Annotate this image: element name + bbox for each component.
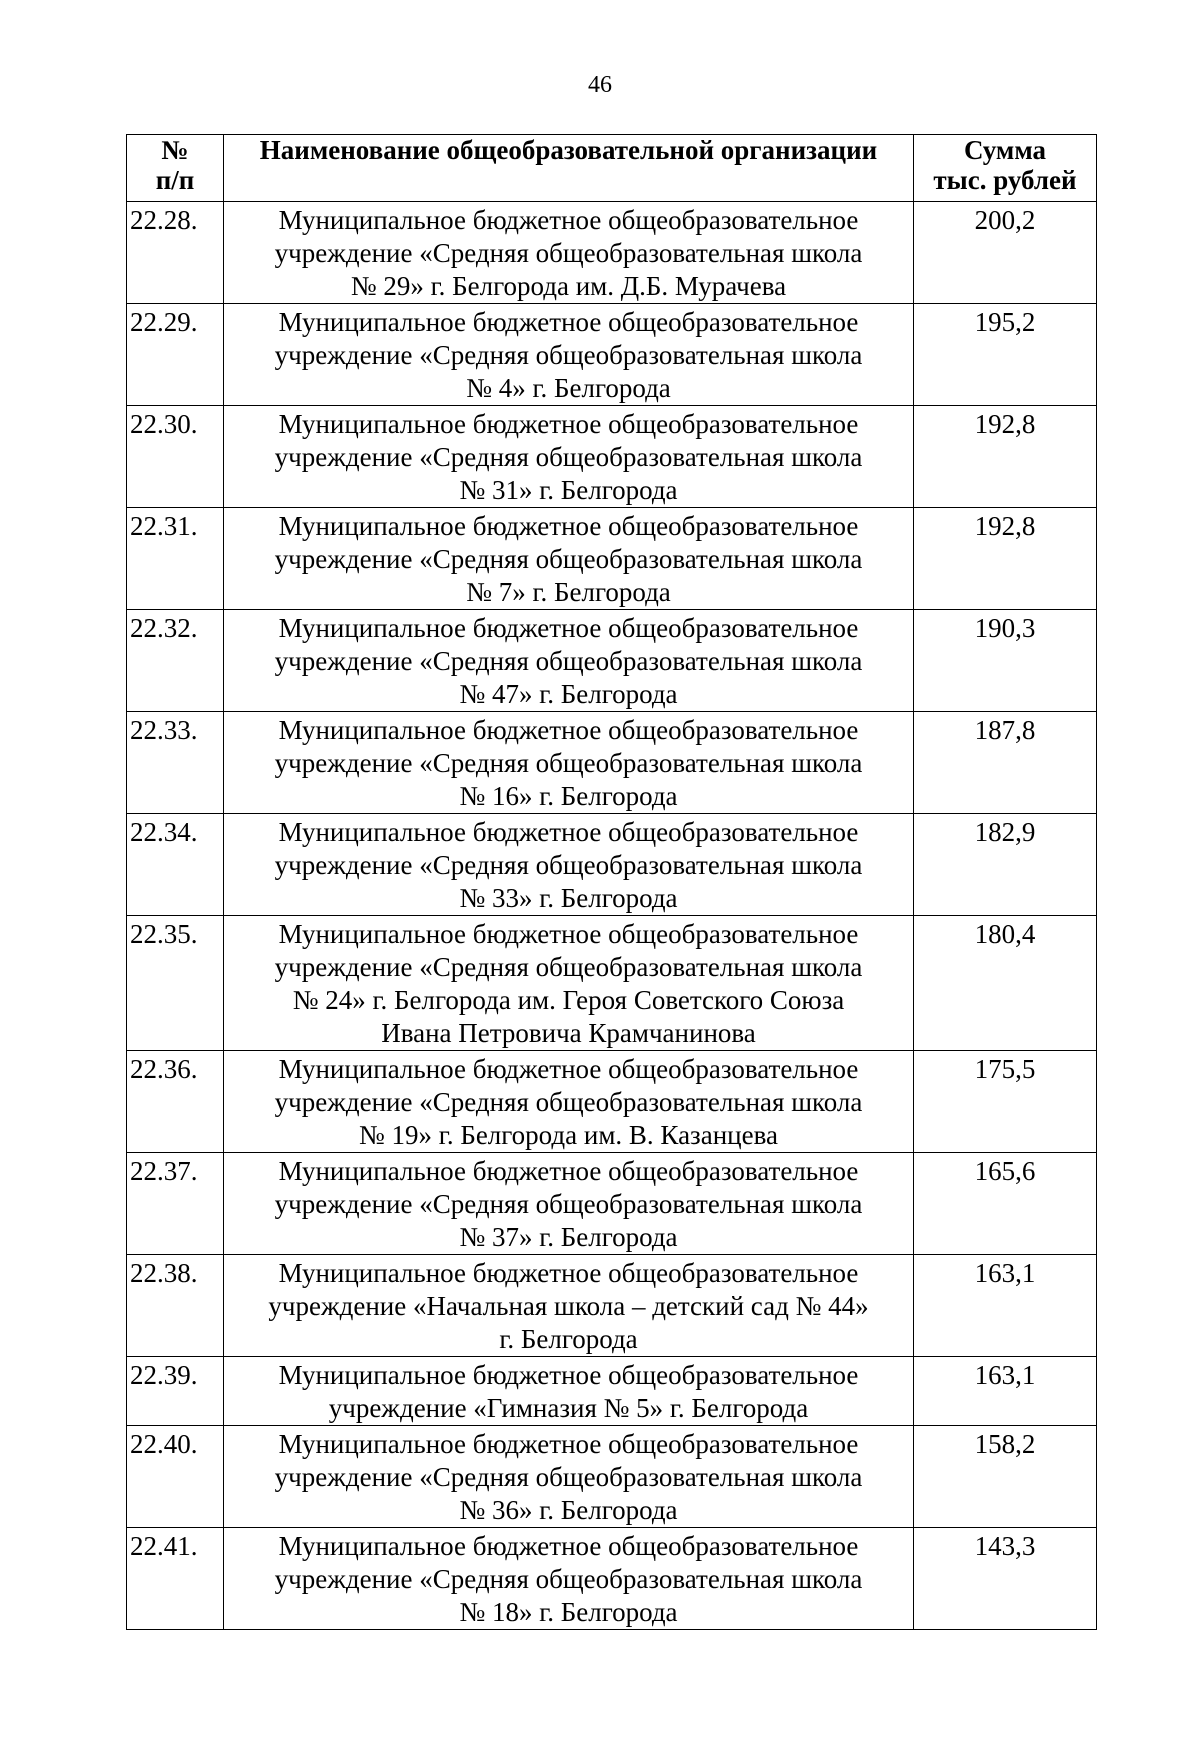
organization-name-cell [224,1528,914,1630]
sum-cell: 187,8 [914,712,1097,814]
row-number-cell: 22.40. [127,1426,224,1528]
row-number-cell: 22.36. [127,1051,224,1153]
organization-name-line: № 37» г. Белгорода [459,1222,678,1252]
row-number-cell: 22.28. [127,202,224,304]
organization-name-line: № 4» г. Белгорода [466,373,671,403]
row-number-cell: 22.41. [127,1528,224,1630]
sum-cell: 180,4 [914,916,1097,1051]
table-row [127,814,1097,916]
organization-name-line: Муниципальное бюджетное общеобразовательное [278,919,859,949]
organization-name-line: учреждение «Средняя общеобразовательная школа [274,340,863,370]
sum-cell: 165,6 [914,1153,1097,1255]
organization-name-line: Муниципальное бюджетное общеобразовательное [278,1156,859,1186]
organization-name-cell [224,202,914,304]
table-row [127,304,1097,406]
organization-name-line: Муниципальное бюджетное общеобразовательное [278,817,859,847]
row-number-cell: 22.35. [127,916,224,1051]
organization-name-line: учреждение «Начальная школа – детский сад № 44» [268,1291,869,1321]
organization-name-cell [224,1426,914,1528]
organization-name-line: № 7» г. Белгорода [466,577,671,607]
organization-name-line: учреждение «Средняя общеобразовательная школа [274,238,863,268]
organization-name-line: № 18» г. Белгорода [459,1597,678,1627]
row-number-cell: 22.31. [127,508,224,610]
allocation-table [126,134,1097,1630]
organization-name-line: учреждение «Средняя общеобразовательная школа [274,646,863,676]
organization-name-line: № 29» г. Белгорода им. Д.Б. Мурачева [350,271,787,301]
table-row [127,1051,1097,1153]
table-row [127,916,1097,1051]
sum-cell: 175,5 [914,1051,1097,1153]
sum-cell: 158,2 [914,1426,1097,1528]
organization-name-line: Ивана Петровича Крамчанинова [381,1018,756,1048]
header-number-line2: п/п [155,165,195,195]
organization-name-line: учреждение «Средняя общеобразовательная школа [274,850,863,880]
organization-name-line: № 24» г. Белгорода им. Героя Советского Союза [292,985,845,1015]
table-row [127,1528,1097,1630]
table-body [127,202,1097,1630]
sum-cell: 163,1 [914,1255,1097,1357]
header-sum [914,135,1097,202]
organization-name-line: Муниципальное бюджетное общеобразовательное [278,1531,859,1561]
organization-name-cell [224,508,914,610]
organization-name-cell [224,610,914,712]
organization-name-line: Муниципальное бюджетное общеобразовательное [278,511,859,541]
table-row [127,202,1097,304]
organization-name-line: Муниципальное бюджетное общеобразовательное [278,1054,859,1084]
sum-cell: 195,2 [914,304,1097,406]
row-number-cell: 22.30. [127,406,224,508]
organization-name-line: Муниципальное бюджетное общеобразовательное [278,1258,859,1288]
organization-name-line: учреждение «Средняя общеобразовательная школа [274,1087,863,1117]
organization-name-line: Муниципальное бюджетное общеобразовательное [278,409,859,439]
organization-name-line: учреждение «Средняя общеобразовательная школа [274,544,863,574]
page-number: 46 [588,72,612,98]
sum-cell: 192,8 [914,508,1097,610]
organization-name-line: Муниципальное бюджетное общеобразовательное [278,205,859,235]
organization-name-cell [224,712,914,814]
organization-name-cell [224,1153,914,1255]
row-number-cell: 22.39. [127,1357,224,1426]
table-header [127,135,1097,202]
organization-name-line: № 19» г. Белгорода им. В. Казанцева [359,1120,778,1150]
sum-cell: 192,8 [914,406,1097,508]
header-name: Наименование общеобразовательной организации [224,135,914,202]
table-row [127,1153,1097,1255]
sum-cell: 200,2 [914,202,1097,304]
table-row [127,508,1097,610]
organization-name-cell [224,814,914,916]
organization-name-line: учреждение «Гимназия № 5» г. Белгорода [328,1393,809,1423]
table-row [127,406,1097,508]
row-number-cell: 22.34. [127,814,224,916]
sum-cell: 190,3 [914,610,1097,712]
sum-cell: 182,9 [914,814,1097,916]
organization-name-line: Муниципальное бюджетное общеобразовательное [278,613,859,643]
organization-name-cell [224,1357,914,1426]
row-number-cell: 22.37. [127,1153,224,1255]
organization-name-line: Муниципальное бюджетное общеобразовательное [278,715,859,745]
organization-name-line: учреждение «Средняя общеобразовательная школа [274,1462,863,1492]
sum-cell: 143,3 [914,1528,1097,1630]
header-row [127,135,1097,202]
organization-name-line: учреждение «Средняя общеобразовательная школа [274,442,863,472]
organization-name-cell [224,1051,914,1153]
organization-name-cell [224,916,914,1051]
table-row [127,1426,1097,1528]
organization-name-line: Муниципальное бюджетное общеобразовательное [278,1360,859,1390]
table-row [127,712,1097,814]
row-number-cell: 22.29. [127,304,224,406]
table-row [127,1357,1097,1426]
organization-name-line: г. Белгорода [499,1324,638,1354]
header-sum-line1: Сумма [963,135,1047,165]
organization-name-line: № 31» г. Белгорода [459,475,678,505]
row-number-cell: 22.38. [127,1255,224,1357]
organization-name-line: Муниципальное бюджетное общеобразовательное [278,1429,859,1459]
header-number-line1: № [161,135,189,165]
organization-name-line: № 16» г. Белгорода [459,781,678,811]
table-row [127,1255,1097,1357]
table-row [127,610,1097,712]
organization-name-cell [224,1255,914,1357]
header-sum-line2: тыс. рублей [933,165,1077,195]
organization-name-cell [224,304,914,406]
sum-cell: 163,1 [914,1357,1097,1426]
organization-name-line: учреждение «Средняя общеобразовательная школа [274,952,863,982]
organization-name-line: учреждение «Средняя общеобразовательная школа [274,1564,863,1594]
organization-name-line: № 47» г. Белгорода [459,679,678,709]
organization-name-line: учреждение «Средняя общеобразовательная школа [274,1189,863,1219]
header-number [127,135,224,202]
row-number-cell: 22.33. [127,712,224,814]
organization-name-line: № 36» г. Белгорода [459,1495,678,1525]
organization-name-line: учреждение «Средняя общеобразовательная школа [274,748,863,778]
organization-name-cell [224,406,914,508]
organization-name-line: Муниципальное бюджетное общеобразовательное [278,307,859,337]
row-number-cell: 22.32. [127,610,224,712]
organization-name-line: № 33» г. Белгорода [459,883,678,913]
